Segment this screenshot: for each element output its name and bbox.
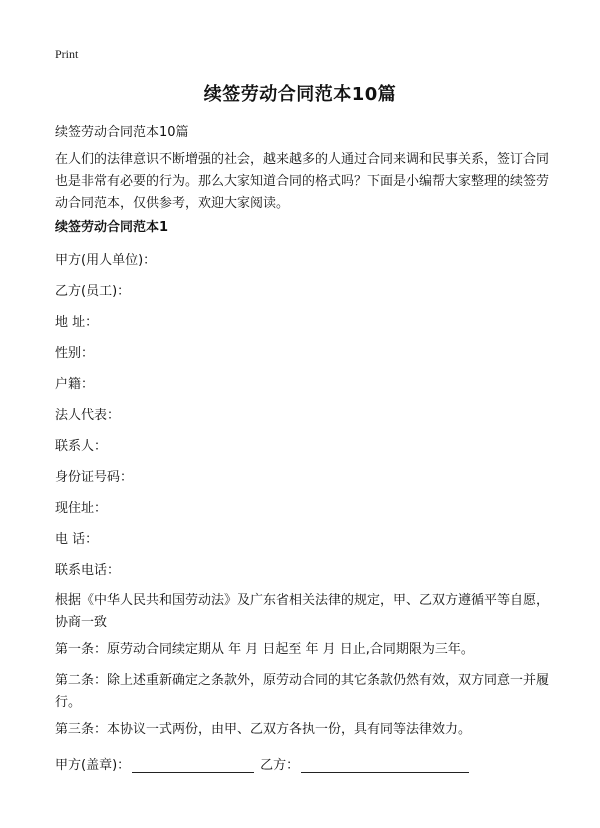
signature-party-a-label: 甲方(盖章)：	[55, 758, 131, 773]
signature-party-b-line[interactable]	[301, 758, 469, 773]
field-party-a: 甲方(用人单位)：	[55, 253, 157, 268]
field-legal-representative: 法人代表：	[55, 408, 121, 423]
field-id-number: 身份证号码：	[55, 470, 134, 485]
clause-article-1: 第一条：原劳动合同续定期从 年 月 日起至 年 月 日止,合同期限为三年。	[55, 642, 474, 657]
field-contact-phone: 联系电话：	[55, 563, 121, 578]
signature-party-b-label: 乙方：	[260, 758, 300, 773]
field-party-b: 乙方(员工)：	[55, 284, 131, 299]
field-contact-person: 联系人：	[55, 439, 108, 454]
field-household-registration: 户籍：	[55, 377, 95, 392]
signature-party-a-line[interactable]	[132, 758, 254, 773]
print-label: Print	[55, 47, 79, 61]
clause-preamble: 根据《中华人民共和国劳动法》及广东省相关法律的规定，甲、乙双方遵循平等自愿，协商一致	[55, 593, 550, 630]
clause-article-3: 第三条：本协议一式两份，由甲、乙双方各执一份，具有同等法律效力。	[55, 722, 472, 737]
signature-row	[55, 754, 469, 773]
intro-paragraph: 在人们的法律意识不断增强的社会，越来越多的人通过合同来调和民事关系，签订合同也是非常有必要的行为。那么大家知道合同的格式吗？下面是小编帮大家整理的续签劳动合同范本，仅供参考，欢迎大家阅读。	[55, 152, 550, 211]
section-heading: 续签劳动合同范本1	[55, 220, 169, 235]
document-subtitle: 续签劳动合同范本10篇	[55, 125, 189, 140]
field-phone: 电 话：	[55, 532, 99, 547]
field-address: 地 址：	[55, 315, 99, 330]
document-title: 续签劳动合同范本10篇	[203, 84, 397, 105]
clause-article-2: 第二条：除上述重新确定之条款外，原劳动合同的其它条款仍然有效，双方同意一并履行。	[55, 673, 550, 710]
field-gender: 性别：	[55, 346, 95, 361]
field-current-address: 现住址：	[55, 501, 108, 516]
